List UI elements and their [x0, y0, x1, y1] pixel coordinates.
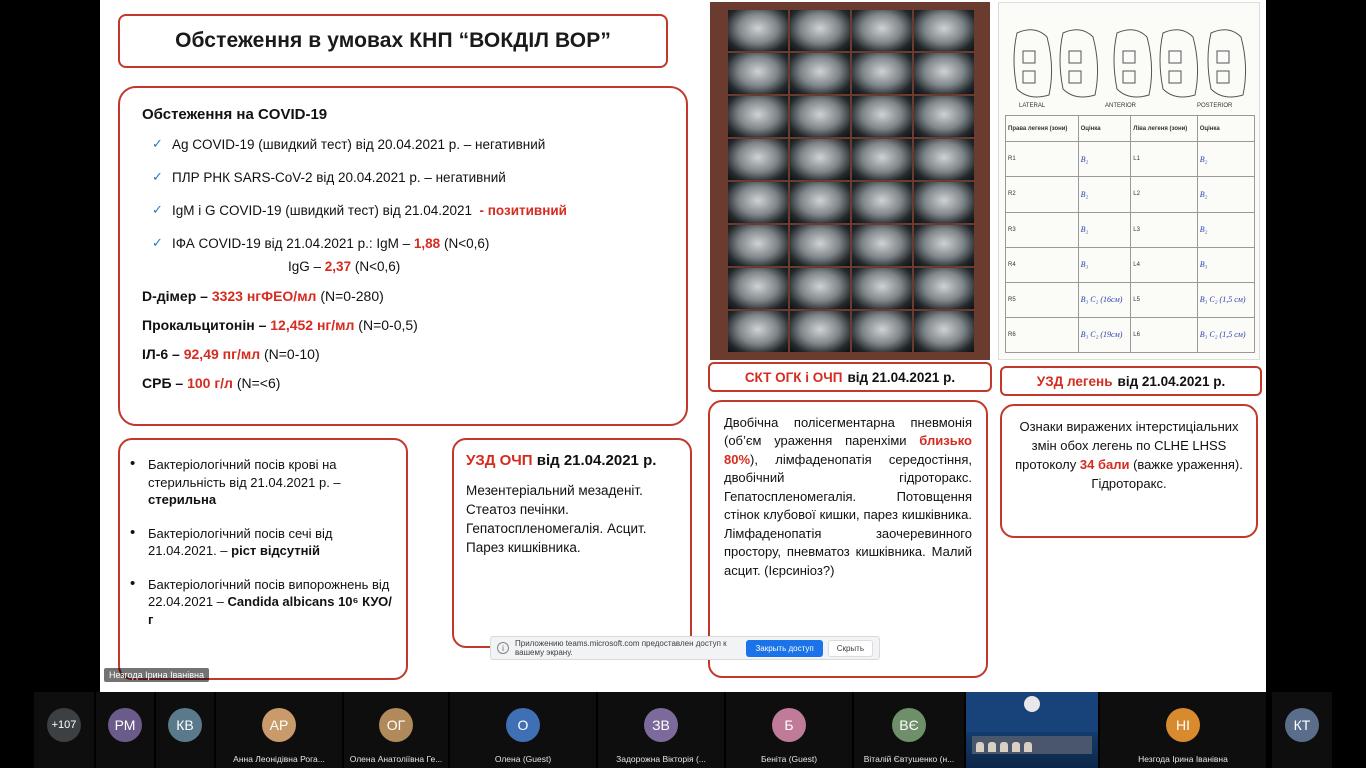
avatar: КТ [1285, 708, 1319, 742]
participant-name: Олена Анатоліївна Ге... [349, 754, 443, 764]
participant-tile[interactable] [1272, 692, 1332, 768]
ct-caption-date: від 21.04.2021 р. [847, 369, 956, 385]
lung-label-anterior: ANTERIOR [1105, 103, 1137, 109]
participant-tile-self[interactable] [1100, 692, 1266, 768]
bacteriology-text: Бактеріологічний посів сечі від 21.04.2021. – [148, 525, 333, 559]
avatar: Б [772, 708, 806, 742]
lab-name: Прокальцитонін – [142, 316, 267, 333]
participant-filmstrip[interactable] [0, 692, 1366, 768]
table-row: R1 B₂ L1 B₂ [1006, 142, 1255, 177]
participant-tile[interactable] [96, 692, 154, 768]
participant-name: Беніта (Guest) [760, 754, 818, 764]
uzd-lung-worksheet-photo [998, 2, 1260, 360]
participant-tile-overflow[interactable] [34, 692, 94, 768]
avatar: КВ [168, 708, 202, 742]
uzd-col-header: Ліва легеня (зони) [1131, 116, 1197, 142]
covid-item-highlight: - позитивний [479, 202, 567, 218]
lab-name: СРБ – [142, 374, 184, 391]
bacteriology-box [118, 438, 408, 680]
clhe-part1: Ознаки виражених інтерстиціальних змін обох легень по CLHE LHSS протоколу [1015, 419, 1239, 472]
lab-ref: (N=0-10) [263, 345, 320, 362]
video-feed [966, 692, 1098, 768]
covid-item-text: ІФА COVID-19 від 21.04.2021 р.: IgM – [172, 235, 411, 251]
covid-exam-box [118, 86, 688, 426]
check-icon: ✓ [152, 168, 163, 184]
covid-heading: Обстеження на COVID-19 [142, 106, 328, 123]
clhe-score: 34 бали [1079, 456, 1130, 472]
lab-row [142, 317, 668, 333]
lung-zone-diagram [1005, 21, 1255, 111]
uzd-col-header: Права легеня (зони) [1006, 116, 1079, 142]
igg-ref: (N<0,6) [354, 258, 401, 274]
lab-row [142, 375, 668, 391]
hide-button[interactable]: Скрыть [828, 640, 873, 657]
igg-value: 2,37 [324, 258, 352, 274]
lab-name: D-дімер – [142, 287, 208, 304]
bacteriology-result: ріст відсутній [231, 543, 321, 559]
ct-scan-photo [710, 2, 990, 360]
participant-name: Анна Леонідівна Рога... [233, 754, 325, 764]
lab-row [142, 346, 668, 362]
share-notification-message: Приложению teams.microsoft.com предоставлен доступ к вашему экрану. [515, 639, 727, 657]
lab-value: 100 г/л [187, 374, 233, 391]
table-row: R6 B₃ C₂ (19см) L6 B₃ C₂ (1,5 см) [1006, 317, 1255, 352]
participant-tile[interactable] [450, 692, 596, 768]
avatar: НІ [1166, 708, 1200, 742]
uzd-ochp-title-red: УЗД ОЧП [466, 452, 533, 469]
lung-label-posterior: POSTERIOR [1197, 103, 1233, 109]
list-item [152, 236, 668, 253]
ct-findings-part1: Двобічна полісегментарна пневмонія (об’єм ураження паренхіми [724, 415, 972, 449]
uzd-zone-table [1005, 115, 1255, 353]
lab-ref: (N=<6) [236, 374, 281, 391]
stop-sharing-button[interactable]: Закрыть доступ [746, 640, 822, 657]
covid-item-text: Ag COVID-19 (швидкий тест) від 20.04.2021 р. – негативний [172, 137, 546, 152]
ct-findings-highlight: близько 80% [724, 433, 972, 467]
avatar: ВЄ [892, 708, 926, 742]
avatar: АР [262, 708, 296, 742]
participant-tile[interactable] [344, 692, 448, 768]
lab-ref: (N=0-0,5) [358, 316, 418, 333]
bacteriology-text: Бактеріологічний посів випорожнень від 22.04.2021 – [148, 576, 390, 610]
conference-logo-icon [1024, 696, 1040, 712]
clhe-part2: (важке ураження). Гідроторакс. [1091, 456, 1243, 491]
lab-row [142, 288, 668, 304]
avatar: ЗВ [644, 708, 678, 742]
avatar: О [506, 708, 540, 742]
igg-line [288, 259, 668, 274]
list-item [130, 456, 394, 509]
lung-label-lateral: LATERAL [1019, 103, 1046, 109]
ct-findings-part2: ), лімфаденопатія середостіння, двобічний гідроторакс. Гепатоспленомегалія. Потовщення стінок клубової кишки, парез кишківника. Лімфаденопатія заочеревинного простору, пневматоз кишківника. Малий асцит. (Ієрсиніоз?) [724, 451, 972, 578]
clhe-findings-box [1000, 404, 1258, 538]
presenter-name-tag: Незгода Ірина Іванівна [104, 668, 209, 682]
list-item [152, 170, 668, 187]
avatar: ОГ [379, 708, 413, 742]
check-icon: ✓ [152, 234, 163, 250]
bacteriology-text: Бактеріологічний посів крові на стерильність від 21.04.2021 р. – [148, 457, 341, 490]
bacteriology-result: Candida albicans 10⁶ КУО/г [148, 594, 392, 627]
info-icon: i [497, 642, 509, 654]
lab-value: 12,452 нг/мл [270, 316, 355, 333]
participant-tile[interactable] [598, 692, 724, 768]
uzd-ochp-box [452, 438, 692, 648]
list-item [130, 525, 394, 560]
covid-item-ref: (N<0,6) [443, 235, 490, 251]
screen-share-notification[interactable] [490, 636, 880, 660]
lab-value: 3323 нгФЕО/мл [211, 287, 317, 304]
left-letterbox [0, 0, 100, 692]
ct-caption [708, 362, 992, 392]
table-row: R3 B₂ L3 B₂ [1006, 212, 1255, 247]
uzd-col-header: Оцінка [1078, 116, 1131, 142]
uzd-caption-red: УЗД легень [1036, 373, 1113, 389]
participant-tile[interactable] [854, 692, 964, 768]
page-title: Обстеження в умовах КНП “ВОКДІЛ ВОР” [175, 29, 611, 52]
participant-tile-video[interactable] [966, 692, 1098, 768]
avatar: РМ [108, 708, 142, 742]
table-row: R4 B₃ L4 B₃ [1006, 247, 1255, 282]
uzd-caption-date: від 21.04.2021 р. [1117, 373, 1226, 389]
bullet-icon: • [130, 523, 136, 541]
check-icon: ✓ [152, 136, 163, 151]
ct-slice-grid [728, 10, 974, 352]
table-row: R5 B₃ C₂ (16см) L5 B₃ C₂ (1,5 см) [1006, 282, 1255, 317]
lab-ref: (N=0-280) [320, 287, 384, 304]
shared-screen-slide[interactable] [100, 0, 1266, 692]
participant-name: Незгода Ірина Іванівна [1138, 754, 1228, 764]
lab-name: ІЛ-6 – [142, 345, 180, 362]
covid-item-highlight: 1,88 [413, 235, 441, 251]
participant-tile[interactable] [156, 692, 214, 768]
uzd-ochp-title-date: від 21.04.2021 р. [536, 452, 657, 469]
list-item [152, 203, 668, 220]
participant-tile[interactable] [726, 692, 852, 768]
participant-tile[interactable] [216, 692, 342, 768]
lab-value: 92,49 пг/мл [183, 345, 261, 362]
covid-item-text: ПЛР РНК SARS-CoV-2 від 20.04.2021 р. – негативний [172, 169, 506, 185]
uzd-caption [1000, 366, 1262, 396]
covid-item-text: IgM i G COVID-19 (швидкий тест) від 21.04.2021 [172, 202, 473, 218]
participant-name: Віталій Євтушенко (н... [863, 754, 955, 764]
list-item [152, 137, 668, 154]
ct-caption-red: СКТ ОГК і ОЧП [744, 369, 843, 385]
slide-title-box [118, 14, 668, 68]
bacteriology-result: стерильна [148, 492, 217, 508]
uzd-ochp-body: Мезентеріальний мезаденіт. Стеатоз печінки. Гепатоспленомегалія. Асцит. Парез кишківника. [466, 483, 647, 556]
avatar: +107 [47, 708, 81, 742]
bullet-icon: • [130, 574, 136, 592]
igg-label: IgG – [288, 258, 322, 274]
list-item [130, 576, 394, 629]
bullet-icon: • [130, 455, 136, 472]
participant-name: Задорожна Вікторія (... [616, 754, 706, 764]
uzd-ochp-title [466, 452, 678, 469]
participant-name: Олена (Guest) [494, 754, 552, 764]
uzd-col-header: Оцінка [1197, 116, 1254, 142]
check-icon: ✓ [152, 201, 163, 217]
table-row: R2 B₂ L2 B₂ [1006, 177, 1255, 212]
